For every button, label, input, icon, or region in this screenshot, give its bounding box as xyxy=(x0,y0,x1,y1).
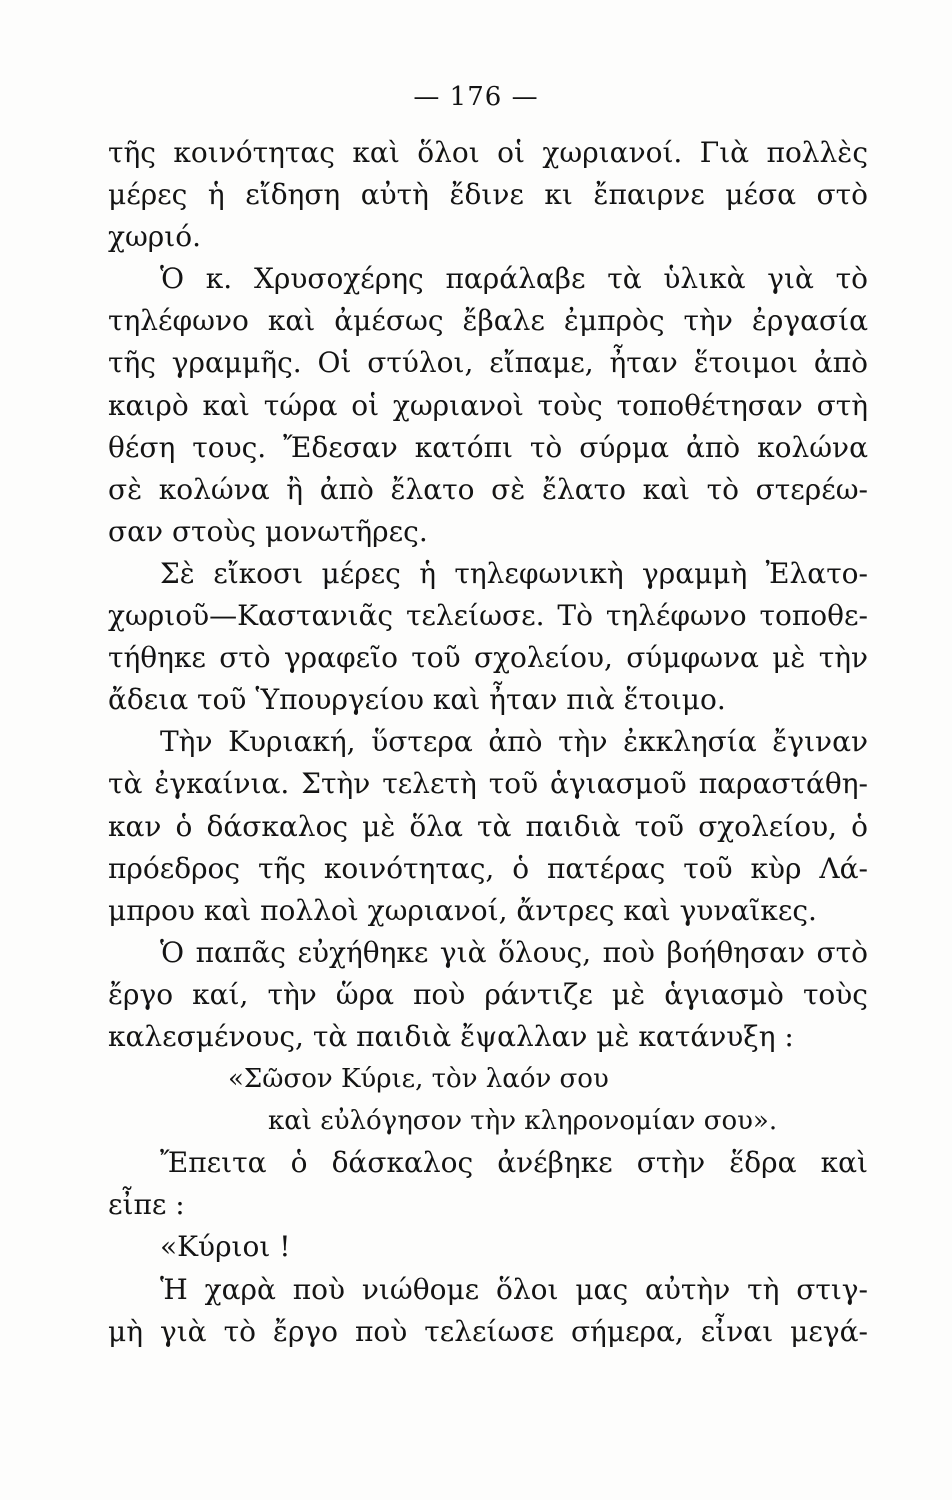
text-line: τὰ ἐγκαίνια. Στὴν τελετὴ τοῦ ἁγιασμοῦ παραστάθη- xyxy=(108,767,868,801)
body-text xyxy=(108,132,868,1353)
text-line: εἶπε : xyxy=(108,1188,185,1222)
hymn-line: «Σῶσον Κύριε, τὸν λαόν σου xyxy=(228,1064,609,1095)
text-line: σὲ κολώνα ἢ ἀπὸ ἔλατο σὲ ἔλατο καὶ τὸ στερέω- xyxy=(108,472,868,506)
text-line: θέση τους. Ἔδεσαν κατόπι τὸ σύρμα ἀπὸ κολώνα xyxy=(108,430,868,464)
text-line: καλεσμένους, τὰ παιδιὰ ἔψαλλαν μὲ κατάνυξη : xyxy=(108,1019,794,1053)
text-line: σαν στοὺς μονωτῆρες. xyxy=(108,514,428,548)
text-line: Ἡ χαρὰ ποὺ νιώθομε ὅλοι μας αὐτὴν τὴ στιγ- xyxy=(160,1272,868,1306)
text-line: Σὲ εἴκοσι μέρες ἡ τηλεφωνικὴ γραμμὴ Ἐλατο- xyxy=(160,556,868,590)
text-line: τήθηκε στὸ γραφεῖο τοῦ σχολείου, σύμφωνα μὲ τὴν xyxy=(108,641,868,675)
text-line: ἔργο καί, τὴν ὥρα ποὺ ράντιζε μὲ ἁγιασμὸ τοὺς xyxy=(108,977,868,1011)
speech-opening: «Κύριοι ! xyxy=(160,1230,291,1264)
text-line: καιρὸ καὶ τώρα οἱ χωριανοὶ τοὺς τοποθέτησαν στὴ xyxy=(108,388,868,422)
text-line: Ἔπειτα ὁ δάσκαλος ἀνέβηκε στὴν ἕδρα καὶ xyxy=(160,1146,868,1180)
text-line: Τὴν Κυριακή, ὕστερα ἀπὸ τὴν ἐκκλησία ἔγιναν xyxy=(160,725,868,759)
text-line: τῆς κοινότητας καὶ ὅλοι οἱ χωριανοί. Γιὰ πολλὲς xyxy=(108,136,868,169)
text-line: χωριοῦ—Καστανιᾶς τελείωσε. Τὸ τηλέφωνο τοποθε- xyxy=(108,599,868,633)
text-line: τῆς γραμμῆς. Οἱ στύλοι, εἴπαμε, ἦταν ἕτοιμοι ἀπὸ xyxy=(108,346,868,380)
text-line: Ὁ κ. Χρυσοχέρης παράλαβε τὰ ὑλικὰ γιὰ τὸ xyxy=(160,262,868,296)
text-line: καν ὁ δάσκαλος μὲ ὅλα τὰ παιδιὰ τοῦ σχολείου, ὁ xyxy=(108,809,868,843)
hymn-line: καὶ εὐλόγησον τὴν κληρονομίαν σου». xyxy=(268,1106,778,1137)
text-line: ἄδεια τοῦ Ὑπουργείου καὶ ἦταν πιὰ ἕτοιμο. xyxy=(108,683,726,717)
text-line: πρόεδρος τῆς κοινότητας, ὁ πατέρας τοῦ κὺρ Λά- xyxy=(108,851,868,885)
page-number: — 176 — xyxy=(413,82,539,112)
text-line: μὴ γιὰ τὸ ἔργο ποὺ τελείωσε σήμερα, εἶναι μεγά- xyxy=(108,1314,868,1348)
text-line: μέρες ἡ εἴδηση αὐτὴ ἔδινε κι ἔπαιρνε μέσα στὸ xyxy=(108,178,868,212)
text-line: μπρου καὶ πολλοὶ χωριανοί, ἄντρες καὶ γυναῖκες. xyxy=(108,893,817,927)
text-line: χωριό. xyxy=(108,220,201,254)
text-line: τηλέφωνο καὶ ἀμέσως ἔβαλε ἐμπρὸς τὴν ἐργασία xyxy=(108,304,868,338)
text-line: Ὁ παπᾶς εὐχήθηκε γιὰ ὅλους, ποὺ βοήθησαν στὸ xyxy=(160,935,868,969)
